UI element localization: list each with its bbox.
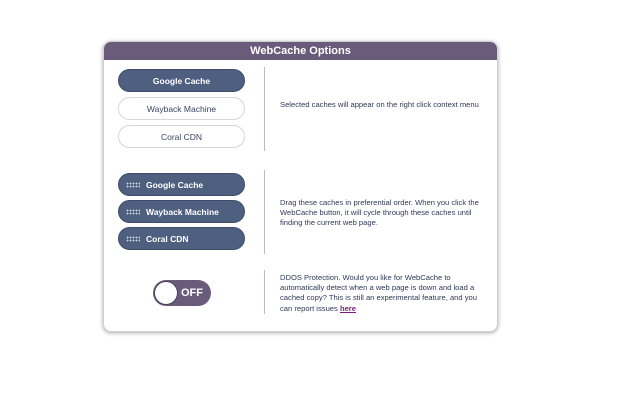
section-divider: [264, 67, 265, 151]
enable-caches-section: [104, 62, 497, 157]
toggle-state-label: OFF: [181, 287, 203, 299]
coral-cdn-toggle-button[interactable]: Coral CDN: [118, 125, 245, 148]
order-item-label: Google Cache: [146, 179, 204, 190]
google-cache-toggle-button[interactable]: Google Cache: [118, 69, 245, 92]
ddos-protection-description: [280, 273, 485, 314]
drag-handle-icon[interactable]: [126, 182, 140, 188]
ddos-description-text: DDOS Protection. Would you like for WebCache to automatically detect when a web page is down and load a cached copy? This is still an experimental feature, and you can report issues: [280, 273, 477, 313]
ddos-protection-toggle[interactable]: [153, 280, 211, 306]
drag-handle-icon[interactable]: [126, 209, 140, 215]
order-item-wayback-machine[interactable]: [118, 200, 245, 223]
panel-title: WebCache Options: [104, 42, 497, 60]
order-item-google-cache[interactable]: [118, 173, 245, 196]
toggle-knob: [154, 281, 178, 305]
wayback-machine-toggle-button[interactable]: Wayback Machine: [118, 97, 245, 120]
webcache-options-panel: [103, 41, 498, 332]
order-item-label: Coral CDN: [146, 233, 189, 244]
order-item-coral-cdn[interactable]: [118, 227, 245, 250]
enable-caches-description: Selected caches will appear on the right click context menu: [280, 100, 479, 109]
drag-handle-icon[interactable]: [126, 236, 140, 242]
section-divider: [264, 270, 265, 314]
report-issues-link[interactable]: here: [339, 303, 356, 313]
ddos-protection-section: [104, 270, 497, 318]
order-caches-description: Drag these caches in preferential order. When you click the WebCache button, it will cycle through these caches until finding the current web page.: [280, 198, 479, 228]
order-item-label: Wayback Machine: [146, 206, 219, 217]
section-divider: [264, 170, 265, 254]
order-caches-section: [104, 170, 497, 255]
